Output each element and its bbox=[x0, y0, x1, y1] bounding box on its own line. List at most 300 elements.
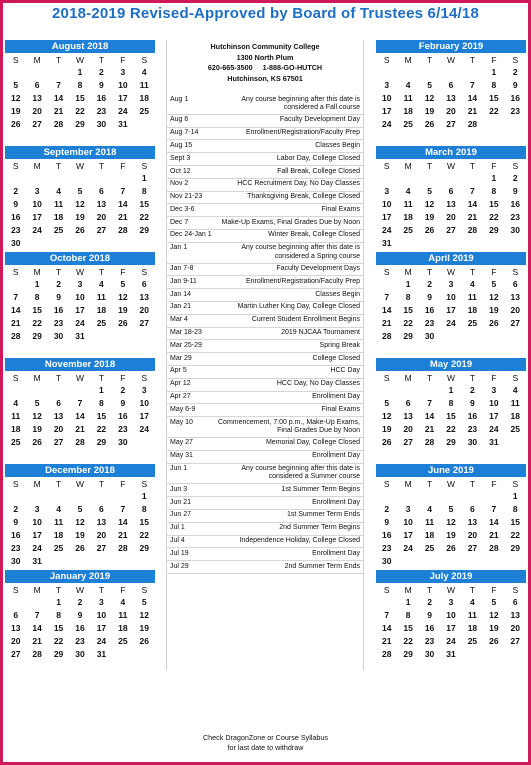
event-date: Apr 27 bbox=[170, 393, 191, 401]
day-cell: 20 bbox=[53, 424, 64, 434]
day-cell bbox=[112, 490, 133, 503]
day-cell bbox=[419, 384, 440, 397]
event-date: Jul 4 bbox=[170, 537, 185, 545]
event-row bbox=[167, 438, 363, 451]
day-cell: 20 bbox=[446, 106, 456, 116]
day-cell: 12 bbox=[381, 411, 392, 421]
event-description: Independence Holiday, College Closed bbox=[239, 537, 360, 545]
event-row bbox=[167, 497, 363, 510]
day-cell bbox=[397, 490, 418, 503]
event-description: HCC Day, No Day Classes bbox=[276, 380, 360, 388]
day-cell: 4 bbox=[13, 398, 19, 408]
day-cell bbox=[483, 490, 504, 503]
month-calendar bbox=[5, 252, 155, 358]
day-cell: 3 bbox=[77, 279, 83, 289]
weekday-label: M bbox=[33, 479, 41, 489]
day-cell: 6 bbox=[512, 279, 518, 289]
day-cell: 3 bbox=[448, 279, 454, 289]
day-cell bbox=[69, 172, 90, 185]
day-cell: 11 bbox=[11, 411, 21, 421]
weekday-row bbox=[5, 372, 155, 384]
event-row bbox=[167, 166, 363, 179]
day-cell: 24 bbox=[96, 636, 107, 646]
event-row bbox=[167, 451, 363, 464]
day-cell: 22 bbox=[489, 212, 499, 222]
day-cell: 11 bbox=[118, 610, 128, 620]
day-cell: 15 bbox=[489, 93, 499, 103]
event-date: Jun 21 bbox=[170, 498, 192, 506]
day-cell: 28 bbox=[467, 225, 478, 235]
day-cell: 30 bbox=[75, 649, 85, 659]
day-cell: 5 bbox=[77, 504, 83, 514]
event-description: Enrollment Day bbox=[312, 393, 360, 401]
event-description: 2nd Summer Term Ends bbox=[284, 562, 360, 570]
day-cell: 2 bbox=[13, 186, 19, 196]
day-cell: 26 bbox=[489, 318, 499, 328]
day-cell: 9 bbox=[427, 610, 432, 620]
event-description: Any course beginning after this date is considered a Summer course bbox=[241, 465, 360, 481]
day-cell: 16 bbox=[75, 623, 85, 633]
event-date: Mar 18-23 bbox=[170, 329, 202, 337]
day-cell: 9 bbox=[427, 292, 432, 302]
event-row bbox=[167, 417, 363, 438]
day-cell: 10 bbox=[381, 93, 392, 103]
event-row bbox=[167, 115, 363, 128]
event-description: Any course beginning after this date is considered a Fall course bbox=[241, 95, 360, 111]
event-row bbox=[167, 561, 363, 574]
event-row bbox=[167, 302, 363, 315]
day-cell: 3 bbox=[34, 504, 40, 514]
day-cell: 18 bbox=[510, 411, 521, 421]
day-cell: 30 bbox=[53, 331, 64, 341]
day-cell: 13 bbox=[510, 610, 521, 620]
weekday-row bbox=[376, 160, 526, 172]
day-cell: 2 bbox=[120, 385, 126, 395]
day-cell: 6 bbox=[99, 186, 104, 196]
month-calendar bbox=[5, 40, 155, 146]
day-cell: 28 bbox=[118, 225, 128, 235]
day-grid bbox=[376, 172, 526, 250]
day-cell: 2 bbox=[427, 279, 432, 289]
day-cell: 10 bbox=[32, 199, 42, 209]
month-calendar bbox=[376, 146, 526, 252]
month-calendar bbox=[376, 40, 526, 146]
day-cell: 12 bbox=[446, 517, 456, 527]
day-cell: 1 bbox=[141, 491, 147, 501]
day-cell: 27 bbox=[96, 543, 107, 553]
day-cell: 16 bbox=[96, 93, 107, 103]
day-cell: 3 bbox=[491, 385, 497, 395]
day-cell: 4 bbox=[120, 597, 126, 607]
day-cell: 20 bbox=[96, 212, 107, 222]
day-cell: 23 bbox=[75, 636, 85, 646]
weekday-label: M bbox=[404, 373, 412, 383]
day-cell: 23 bbox=[467, 424, 478, 434]
event-date: Apr 12 bbox=[170, 380, 191, 388]
day-cell: 11 bbox=[510, 398, 520, 408]
day-cell: 15 bbox=[489, 199, 499, 209]
day-cell: 28 bbox=[381, 649, 392, 659]
weekday-label: S bbox=[141, 55, 148, 65]
day-cell: 28 bbox=[467, 119, 478, 129]
event-date: Aug 15 bbox=[170, 141, 193, 149]
day-cell: 25 bbox=[424, 543, 435, 553]
event-date: Jul 19 bbox=[170, 549, 189, 557]
weekday-label: T bbox=[55, 55, 62, 65]
event-date: May 27 bbox=[170, 439, 193, 447]
day-cell: 23 bbox=[10, 225, 21, 235]
weekday-label: T bbox=[98, 373, 105, 383]
day-cell: 26 bbox=[381, 437, 392, 447]
weekday-label: M bbox=[33, 55, 41, 65]
month-header: July 2019 bbox=[376, 570, 526, 583]
day-cell bbox=[376, 596, 397, 609]
day-cell: 18 bbox=[403, 106, 413, 116]
day-cell: 21 bbox=[118, 212, 128, 222]
day-cell: 16 bbox=[467, 411, 478, 421]
day-grid bbox=[376, 384, 526, 449]
day-cell: 21 bbox=[424, 424, 435, 434]
day-cell: 25 bbox=[139, 106, 150, 116]
weekday-label: T bbox=[469, 161, 476, 171]
day-cell: 22 bbox=[446, 424, 456, 434]
day-cell bbox=[419, 172, 440, 185]
day-cell: 16 bbox=[424, 623, 435, 633]
day-cell: 17 bbox=[32, 212, 42, 222]
event-description: Classes Begin bbox=[315, 141, 360, 149]
day-grid bbox=[5, 596, 155, 661]
day-cell: 20 bbox=[139, 305, 150, 315]
day-cell: 22 bbox=[403, 318, 413, 328]
day-cell: 1 bbox=[491, 67, 497, 77]
day-cell: 4 bbox=[405, 186, 411, 196]
day-cell: 5 bbox=[448, 504, 454, 514]
weekday-label: S bbox=[141, 267, 148, 277]
day-grid bbox=[376, 490, 526, 568]
event-rows bbox=[167, 94, 363, 574]
day-cell: 26 bbox=[118, 318, 128, 328]
event-row bbox=[167, 140, 363, 153]
weekday-label: S bbox=[512, 585, 519, 595]
day-grid bbox=[5, 384, 155, 449]
event-date: Jan 1 bbox=[170, 244, 188, 252]
day-cell bbox=[397, 172, 418, 185]
weekday-label: W bbox=[75, 479, 84, 489]
day-cell: 25 bbox=[96, 318, 107, 328]
day-cell: 20 bbox=[96, 530, 107, 540]
day-cell: 2 bbox=[470, 385, 475, 395]
event-description: Final Exams bbox=[321, 405, 360, 413]
event-date: Aug 1 bbox=[170, 95, 189, 103]
weekday-label: M bbox=[33, 161, 41, 171]
day-cell: 11 bbox=[467, 610, 477, 620]
day-cell: 29 bbox=[75, 119, 85, 129]
day-cell: 17 bbox=[381, 106, 392, 116]
day-cell: 8 bbox=[491, 186, 497, 196]
event-description: Fall Break, College Closed bbox=[277, 167, 360, 175]
day-cell bbox=[26, 596, 47, 609]
day-cell: 13 bbox=[139, 292, 150, 302]
day-cell: 30 bbox=[381, 556, 392, 566]
weekday-label: S bbox=[141, 479, 148, 489]
day-grid bbox=[5, 66, 155, 131]
day-cell: 10 bbox=[32, 517, 42, 527]
day-cell: 9 bbox=[77, 610, 83, 620]
weekday-label: T bbox=[55, 373, 62, 383]
day-cell: 3 bbox=[405, 504, 411, 514]
weekday-label: W bbox=[75, 161, 84, 171]
day-cell: 4 bbox=[512, 385, 518, 395]
event-date: Jan 14 bbox=[170, 290, 192, 298]
month-header: April 2019 bbox=[376, 252, 526, 265]
day-cell: 1 bbox=[99, 385, 104, 395]
day-cell: 19 bbox=[139, 623, 150, 633]
day-cell: 4 bbox=[405, 80, 411, 90]
day-cell: 2 bbox=[99, 67, 104, 77]
weekday-label: S bbox=[512, 267, 519, 277]
event-date: Mar 4 bbox=[170, 316, 188, 324]
weekday-label: T bbox=[469, 55, 476, 65]
day-cell: 23 bbox=[510, 212, 521, 222]
day-cell: 24 bbox=[446, 636, 456, 646]
day-cell: 3 bbox=[448, 597, 454, 607]
day-cell: 3 bbox=[34, 186, 40, 196]
weekday-label: M bbox=[404, 267, 412, 277]
day-cell bbox=[5, 384, 26, 397]
day-cell: 31 bbox=[32, 556, 42, 566]
day-grid bbox=[5, 172, 155, 250]
day-cell: 26 bbox=[424, 225, 435, 235]
event-row bbox=[167, 94, 363, 115]
day-cell: 30 bbox=[10, 556, 21, 566]
event-date: Sept 3 bbox=[170, 154, 191, 162]
day-cell: 17 bbox=[381, 212, 392, 222]
day-cell: 14 bbox=[489, 517, 499, 527]
day-cell: 29 bbox=[403, 649, 413, 659]
day-cell: 22 bbox=[139, 212, 150, 222]
month-calendar bbox=[5, 464, 155, 570]
day-cell bbox=[26, 66, 47, 79]
day-cell: 20 bbox=[510, 623, 521, 633]
day-cell: 26 bbox=[139, 636, 150, 646]
day-cell: 21 bbox=[381, 636, 392, 646]
day-cell: 8 bbox=[512, 504, 518, 514]
day-cell: 13 bbox=[510, 292, 521, 302]
event-description: Enrollment Day bbox=[312, 498, 360, 506]
day-cell bbox=[69, 384, 90, 397]
weekday-label: T bbox=[98, 585, 105, 595]
weekday-label: W bbox=[75, 267, 84, 277]
weekday-label: S bbox=[512, 479, 519, 489]
month-header: May 2019 bbox=[376, 358, 526, 371]
day-cell: 7 bbox=[56, 80, 61, 90]
day-cell: 21 bbox=[467, 106, 478, 116]
event-row bbox=[167, 523, 363, 536]
day-cell: 1 bbox=[34, 279, 40, 289]
day-cell bbox=[376, 278, 397, 291]
day-cell: 16 bbox=[510, 93, 521, 103]
day-cell: 14 bbox=[32, 623, 42, 633]
day-cell: 24 bbox=[118, 106, 128, 116]
day-cell: 21 bbox=[381, 318, 392, 328]
left-calendar-column bbox=[5, 40, 155, 676]
month-header: August 2018 bbox=[5, 40, 155, 53]
event-row bbox=[167, 264, 363, 277]
weekday-label: S bbox=[12, 55, 19, 65]
event-date: Aug 7-14 bbox=[170, 129, 199, 137]
college-city: Hutchinson, KS 67501 bbox=[227, 73, 303, 83]
event-date: Jan 21 bbox=[170, 303, 192, 311]
event-description: Commencement, 7:00 p.m., Make-Up Exams, Final Grades Due by Noon bbox=[218, 418, 360, 435]
event-date: Dec 3-6 bbox=[170, 205, 195, 213]
day-cell: 3 bbox=[384, 186, 390, 196]
weekday-label: T bbox=[469, 585, 476, 595]
day-cell: 17 bbox=[403, 530, 413, 540]
weekday-row bbox=[376, 584, 526, 596]
day-cell: 18 bbox=[467, 623, 478, 633]
day-cell: 16 bbox=[53, 305, 64, 315]
day-cell: 14 bbox=[467, 199, 478, 209]
day-cell: 25 bbox=[510, 424, 521, 434]
day-cell: 29 bbox=[139, 225, 150, 235]
event-description: 2019 NJCAA Tournament bbox=[281, 329, 360, 337]
college-name: Hutchinson Community College bbox=[210, 42, 320, 51]
event-description: Faculty Development Day bbox=[279, 116, 360, 124]
day-cell: 12 bbox=[489, 292, 499, 302]
event-description: Thanksgiving Break, College Closed bbox=[247, 193, 360, 201]
event-row bbox=[167, 179, 363, 192]
weekday-label: T bbox=[426, 585, 433, 595]
day-cell: 25 bbox=[403, 225, 413, 235]
day-cell: 7 bbox=[77, 398, 83, 408]
event-date: Dec 24-Jan 1 bbox=[170, 231, 212, 239]
weekday-label: F bbox=[120, 267, 126, 277]
weekday-label: W bbox=[446, 267, 455, 277]
day-cell: 23 bbox=[118, 424, 128, 434]
weekday-label: S bbox=[12, 161, 19, 171]
weekday-label: F bbox=[491, 161, 497, 171]
day-cell: 5 bbox=[427, 80, 432, 90]
day-cell: 4 bbox=[56, 504, 61, 514]
day-cell: 31 bbox=[489, 437, 499, 447]
day-cell bbox=[5, 278, 26, 291]
day-cell bbox=[69, 490, 90, 503]
day-cell: 10 bbox=[403, 517, 413, 527]
day-cell bbox=[26, 490, 47, 503]
day-cell: 30 bbox=[424, 649, 435, 659]
day-cell: 4 bbox=[56, 186, 61, 196]
day-cell bbox=[5, 596, 26, 609]
day-cell: 7 bbox=[491, 504, 497, 514]
weekday-label: S bbox=[383, 373, 390, 383]
event-date: May 6-9 bbox=[170, 405, 196, 413]
weekday-label: W bbox=[446, 373, 455, 383]
day-cell: 16 bbox=[118, 411, 128, 421]
day-cell: 8 bbox=[141, 186, 147, 196]
event-description: Any course beginning after this date is considered a Spring course bbox=[241, 244, 360, 260]
weekday-row bbox=[376, 54, 526, 66]
day-cell: 24 bbox=[32, 543, 42, 553]
day-cell bbox=[440, 66, 461, 79]
day-cell: 19 bbox=[489, 623, 499, 633]
weekday-label: S bbox=[141, 373, 148, 383]
day-cell: 6 bbox=[512, 597, 518, 607]
day-cell: 12 bbox=[32, 411, 42, 421]
day-cell bbox=[440, 490, 461, 503]
day-cell: 29 bbox=[489, 225, 499, 235]
day-cell: 11 bbox=[403, 199, 413, 209]
day-cell: 28 bbox=[53, 119, 64, 129]
day-cell: 23 bbox=[510, 106, 521, 116]
day-cell: 12 bbox=[489, 610, 499, 620]
day-cell: 29 bbox=[53, 649, 64, 659]
event-description: Labor Day, College Closed bbox=[276, 154, 360, 162]
event-description: HCC Recruitment Day, No Day Classes bbox=[237, 180, 360, 188]
day-cell: 15 bbox=[139, 517, 150, 527]
day-cell: 19 bbox=[424, 106, 435, 116]
event-description: 1st Summer Term Ends bbox=[286, 511, 360, 519]
event-row bbox=[167, 276, 363, 289]
day-cell: 29 bbox=[446, 437, 456, 447]
day-cell: 5 bbox=[120, 279, 126, 289]
day-cell: 31 bbox=[381, 238, 392, 248]
day-grid bbox=[5, 278, 155, 343]
day-cell: 14 bbox=[118, 517, 128, 527]
day-cell: 22 bbox=[489, 106, 499, 116]
event-row bbox=[167, 536, 363, 549]
event-row bbox=[167, 204, 363, 217]
day-cell: 6 bbox=[405, 398, 411, 408]
day-cell: 2 bbox=[77, 597, 83, 607]
weekday-label: T bbox=[469, 479, 476, 489]
event-description: HCC Day bbox=[330, 367, 360, 375]
day-cell: 26 bbox=[32, 437, 42, 447]
day-cell: 20 bbox=[467, 530, 478, 540]
event-date: Dec 7 bbox=[170, 218, 189, 226]
month-calendar bbox=[5, 570, 155, 676]
weekday-label: M bbox=[404, 479, 412, 489]
day-cell: 27 bbox=[403, 437, 413, 447]
weekday-row bbox=[5, 478, 155, 490]
event-description: Winter Break, College Closed bbox=[268, 231, 360, 239]
weekday-label: W bbox=[75, 585, 84, 595]
day-cell: 8 bbox=[491, 80, 497, 90]
day-cell: 2 bbox=[512, 173, 518, 183]
day-cell: 23 bbox=[96, 106, 107, 116]
weekday-row bbox=[5, 54, 155, 66]
day-cell: 24 bbox=[489, 424, 499, 434]
weekday-label: T bbox=[426, 161, 433, 171]
day-cell: 4 bbox=[99, 279, 104, 289]
day-cell: 14 bbox=[10, 305, 21, 315]
footer-line-1: Check DragonZone or Course Syllabus bbox=[202, 733, 329, 742]
weekday-row bbox=[5, 266, 155, 278]
day-cell: 8 bbox=[99, 398, 104, 408]
weekday-label: S bbox=[141, 161, 148, 171]
event-description: Enrollment Day bbox=[312, 549, 360, 557]
day-cell bbox=[112, 172, 133, 185]
weekday-row bbox=[376, 478, 526, 490]
event-date: Nov 21-23 bbox=[170, 193, 203, 201]
day-cell: 10 bbox=[446, 610, 456, 620]
event-row bbox=[167, 484, 363, 497]
weekday-label: S bbox=[141, 585, 148, 595]
event-date: May 31 bbox=[170, 452, 193, 460]
weekday-label: T bbox=[55, 479, 62, 489]
day-cell bbox=[5, 66, 26, 79]
day-cell: 17 bbox=[446, 623, 456, 633]
day-cell: 1 bbox=[141, 173, 147, 183]
